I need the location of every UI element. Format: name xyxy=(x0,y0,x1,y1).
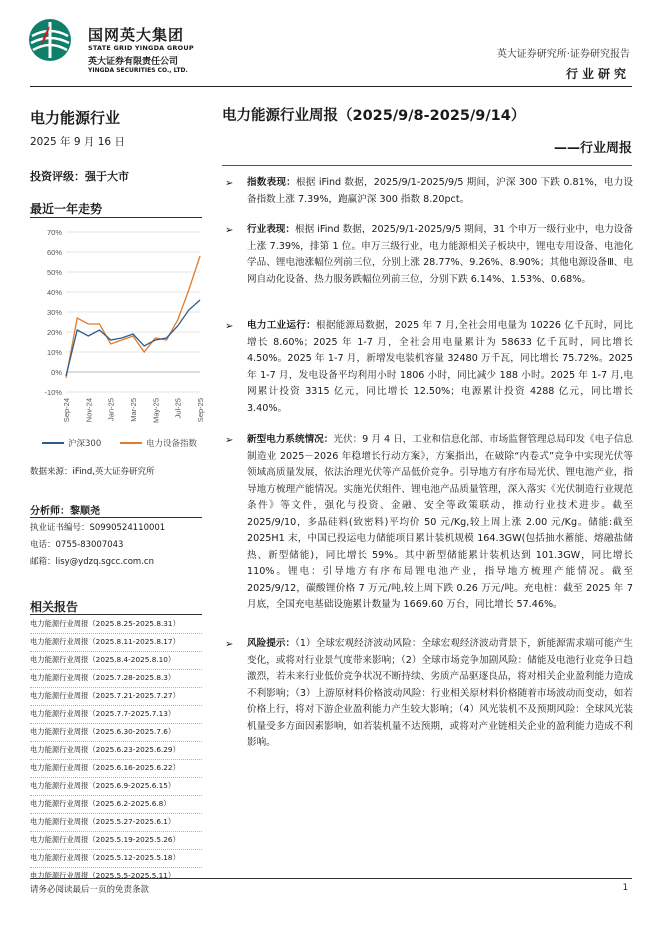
chart-ytick-label: 20% xyxy=(46,328,62,337)
paragraph-label: 行业表现： xyxy=(247,224,296,235)
securities-name-en: YINGDA SECURITIES CO., LTD. xyxy=(88,67,188,74)
chart-ytick-label: 10% xyxy=(46,348,62,357)
summary-paragraph-new-power xyxy=(247,432,633,614)
related-report-item[interactable]: 电力能源行业周报（2025.8.4-2025.8.10） xyxy=(30,651,202,670)
summary-paragraph-risk xyxy=(247,636,633,752)
report-date: 2025 年 9 月 16 日 xyxy=(30,136,125,148)
page-number: 1 xyxy=(622,883,628,893)
related-report-item[interactable]: 电力能源行业周报（2025.6.23-2025.6.29） xyxy=(30,741,202,760)
securities-name-cn: 英大证券有限责任公司 xyxy=(88,57,179,67)
related-report-item[interactable]: 电力能源行业周报（2025.5.19-2025.5.26） xyxy=(30,831,202,850)
trend-section-title: 最近一年走势 xyxy=(30,202,103,216)
report-type: 行业研究 xyxy=(565,67,630,81)
paragraph-text: 光伏：9 月 4 日，工业和信息化部、市场监督管理总局印发《电子信息制造业 2025－2026 年稳增长行动方案》，方案指出，在破除“内卷式”竞争中实现光伏等领域高质量发展，依法治理光伏等产品低价竞争。引导地方有序布局光伏、锂电池产业，指导地方梳理产能情况。实施光伏组件、锂电池产品质量管理，深入落实《光伏制造行业规范条件》等文件，强化与投资、金融、安全等政策联动，推动行业技术进步。截至 2025/9/10，多晶硅料(致密料)平均价 50 元/Kg,较上周上涨 2.00 元/Kg。储能:截至 2025H1 末，中国已投运电力储能项目累计装机规模 164.3GW(包括抽水蓄能、熔融盐储热、新型储能)，同比增长 59%。其中新型储能累计装机达到 101.3GW，同比增长 110%。锂电：引导地方有序布局锂电池产业，指导地方梳理产能情况。截至 2025/9/12，碳酸锂价格 7 万元/吨,较上周下跌 0.26 万元/吨。充电桩：截至 2025 年 7 月底，全国充电基础设施累计数量为 1669.60 万台，同比增长 57.46%。 xyxy=(247,434,634,610)
industry-title: 电力能源行业 xyxy=(30,109,121,127)
summary-paragraph-index xyxy=(247,175,633,208)
chart-ytick-label: 50% xyxy=(46,268,62,277)
paragraph-text: 根据 iFind 数据，2025/9/1-2025/9/5 期间，31 个申万一级行业中，电力设备上涨 7.39%，排第 1 位。申万三级行业，电力能源相关子板块中，锂电专用设备、电池化学品、锂电池涨幅位列前三位，分别上涨 28.77%、9.26%、8.90%；其他电源设备Ⅲ、电网自动化设备、热力服务跌幅位列前三位，分别下跌 6.14%、1.53%、0.68%。 xyxy=(247,224,634,285)
chart-series-line xyxy=(66,256,200,378)
related-report-item[interactable]: 电力能源行业周报（2025.6.9-2025.6.15） xyxy=(30,777,202,796)
cert-number: 执业证书编号：S0990524110001 xyxy=(30,523,166,533)
bullet-arrow-icon: ➢ xyxy=(225,435,234,446)
related-report-item[interactable]: 电力能源行业周报（2025.5.12-2025.5.18） xyxy=(30,849,202,868)
chart-ytick-label: -10% xyxy=(44,388,62,397)
chart-ytick-label: 70% xyxy=(46,228,62,237)
title-divider xyxy=(222,165,632,166)
related-report-item[interactable]: 电力能源行业周报（2025.7.7-2025.7.13） xyxy=(30,705,202,724)
paragraph-label: 新型电力系统情况： xyxy=(247,434,334,445)
footer-divider xyxy=(30,878,632,879)
related-report-item[interactable]: 电力能源行业周报（2025.7.28-2025.8.3） xyxy=(30,669,202,688)
bullet-arrow-icon: ➢ xyxy=(225,225,234,236)
summary-paragraph-power xyxy=(247,318,633,417)
phone-number: 电话：0755-83007043 xyxy=(30,540,124,550)
chart-legend-label: 电力设备指数 xyxy=(146,439,198,449)
related-report-item[interactable]: 电力能源行业周报（2025.8.25-2025.8.31） xyxy=(30,615,202,634)
related-report-item[interactable]: 电力能源行业周报（2025.5.5-2025.5.11） xyxy=(30,871,176,880)
related-report-item[interactable]: 电力能源行业周报（2025.5.27-2025.6.1） xyxy=(30,813,202,832)
related-reports-title: 相关报告 xyxy=(30,600,79,614)
company-name-en: STATE GRID YINGDA GROUP xyxy=(88,44,194,52)
paragraph-label: 电力工业运行： xyxy=(247,320,316,331)
paragraph-text: 根据能源局数据，2025 年 7 月,全社会用电量为 10226 亿千瓦时，同比增长 8.60%；2025 年 1-7 月，全社会用电量累计为 58633 亿千瓦时，同比增长 4.50%。2025 年 1-7 月，新增发电装机容量 32480 万千瓦，同比增长 75.72%。2025 年 1-7 月，发电设备平均利用小时 1806 小时，同比减少 188 小时。2025 年 1-7 月,电网累计投资 3315 亿元，同比增长 12.50%；电源累计投资 4288 亿元，同比增长 3.40%。 xyxy=(247,320,634,414)
institute-label: 英大证券研究所·证券研究报告 xyxy=(496,49,630,60)
trend-section-divider xyxy=(30,217,202,218)
header-divider xyxy=(30,86,632,87)
analyst-divider xyxy=(30,517,202,518)
chart-xtick-label: Mar-25 xyxy=(129,398,138,422)
bullet-arrow-icon: ➢ xyxy=(225,178,234,189)
paragraph-text: （1）全球宏观经济波动风险：全球宏观经济波动背景下，新能源需求端可能产生变化，或将对行业景气度带来影响；（2）全球市场竞争加剧风险：储能及电池行业竞争日趋激烈，若未来行业低价竞争状况不断持续、劣质产品驱逐良品，将对相关企业盈利能力造成不利影响；（3）上游原材料价格波动风险：行业相关原材料价格随着市场波动而变动，如若价格上行，将对下游企业盈利能力产生较大影响；（4）风光装机不及预期风险：全球风光装机量受多方面因素影响，如若装机量不达预期，或将对产业链相关企业的盈利能力造成不利影响。 xyxy=(247,638,633,748)
analyst-name: 分析师：黎顺尧 xyxy=(30,506,100,517)
chart-legend-label: 沪深300 xyxy=(68,439,102,449)
company-logo xyxy=(28,18,72,62)
chart-xtick-label: Nov-24 xyxy=(84,398,94,423)
report-title: 电力能源行业周报（2025/9/8-2025/9/14） xyxy=(222,108,526,124)
related-report-item[interactable]: 电力能源行业周报（2025.6.30-2025.7.6） xyxy=(30,723,202,742)
chart-xtick-label: Jul-25 xyxy=(173,398,183,419)
footer-disclaimer[interactable]: 请务必阅读最后一页的免责条款 xyxy=(30,885,150,895)
chart-xtick-label: Sep-24 xyxy=(62,398,71,423)
report-subtitle: ——行业周报 xyxy=(553,141,632,156)
trend-chart xyxy=(30,220,210,460)
chart-xtick-label: May-25 xyxy=(151,398,161,424)
chart-xtick-label: Jan-25 xyxy=(106,398,116,421)
chart-source: 数据来源：iFind,英大证券研究所 xyxy=(30,467,155,477)
paragraph-label: 指数表现： xyxy=(247,177,296,188)
bullet-arrow-icon: ➢ xyxy=(225,639,234,650)
chart-xtick-label: Sep-25 xyxy=(196,398,205,423)
chart-ytick-label: 30% xyxy=(46,308,62,317)
related-report-item[interactable]: 电力能源行业周报（2025.6.2-2025.6.8） xyxy=(30,795,202,814)
trend-chart-svg xyxy=(30,220,210,460)
paragraph-text: 根据 iFind 数据，2025/9/1-2025/9/5 期间，沪深 300 下跌 0.81%，电力设备指数上涨 7.39%，跑赢沪深 300 指数 8.20pct。 xyxy=(247,177,633,205)
chart-ytick-label: 0% xyxy=(51,368,62,377)
investment-rating: 投资评级：强于大市 xyxy=(30,170,129,183)
related-report-item[interactable]: 电力能源行业周报（2025.8.11-2025.8.17） xyxy=(30,633,202,652)
bullet-arrow-icon: ➢ xyxy=(225,321,234,332)
paragraph-label: 风险提示： xyxy=(247,638,296,649)
related-report-item[interactable]: 电力能源行业周报（2025.7.21-2025.7.27） xyxy=(30,687,202,706)
summary-paragraph-industry xyxy=(247,222,633,288)
email-address[interactable]: 邮箱：lisy@ydzq.sgcc.com.cn xyxy=(30,557,154,567)
chart-series-line xyxy=(66,300,200,376)
company-name-cn: 国网英大集团 xyxy=(88,26,185,44)
related-report-item[interactable]: 电力能源行业周报（2025.6.16-2025.6.22） xyxy=(30,759,202,778)
chart-ytick-label: 40% xyxy=(46,288,62,297)
chart-ytick-label: 60% xyxy=(46,248,62,257)
